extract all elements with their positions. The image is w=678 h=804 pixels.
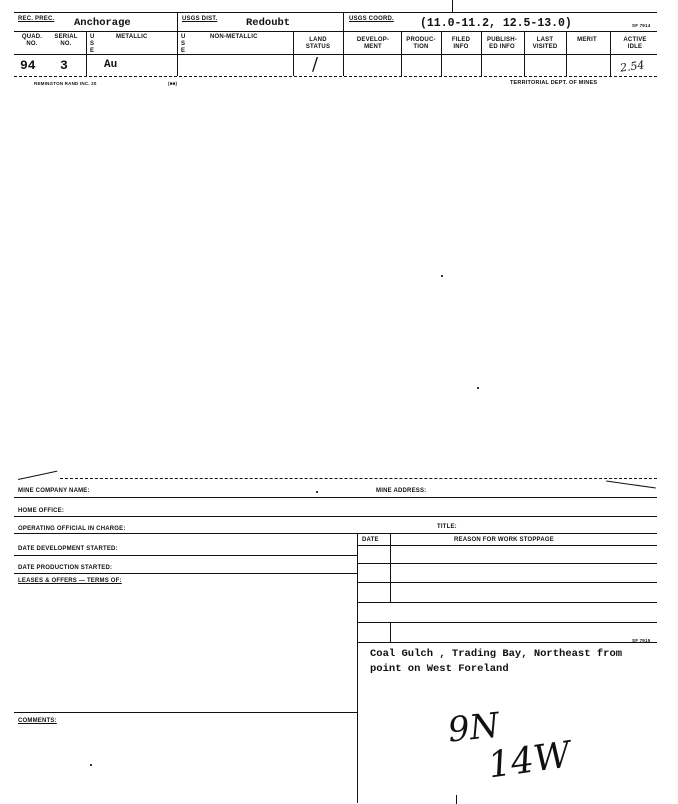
speck — [90, 764, 92, 766]
metallic-label: METALLIC — [116, 34, 148, 40]
title-label: TITLE: — [437, 524, 457, 530]
land-status-value: / — [312, 54, 319, 75]
active-idle-value: 2.54 — [619, 58, 646, 75]
handwritten-township: 9N — [446, 705, 502, 751]
footer-right: TERRITORIAL DEPT. OF MINES — [510, 80, 598, 86]
quad-no-value: 94 — [20, 58, 36, 73]
non-metallic-label: NON-METALLIC — [210, 34, 258, 40]
location-text-line-1: Coal Gulch , Trading Bay, Northeast from — [370, 648, 623, 660]
active-idle-label: ACTIVE IDLE — [623, 37, 647, 50]
published-info-label: PUBLISH-ED INFO — [487, 37, 517, 50]
home-office-label: HOME OFFICE: — [18, 508, 65, 514]
reason-column-label: REASON FOR WORK STOPPAGE — [454, 537, 554, 543]
date-production-label: DATE PRODUCTION STARTED: — [18, 565, 113, 571]
mine-address-label: MINE ADDRESS: — [376, 488, 427, 494]
merit-label: MERIT — [577, 37, 597, 43]
development-label: DEVELOP-MENT — [356, 37, 390, 50]
use-metallic-label: U S E — [90, 34, 95, 54]
rec-prec-value: Anchorage — [74, 17, 131, 29]
location-text-line-2: point on West Foreland — [370, 663, 509, 675]
speck — [477, 387, 479, 389]
handwritten-range: 14W — [485, 734, 574, 787]
usgs-dist-value: Redoubt — [246, 17, 291, 29]
quad-no-label: QUAD. NO. — [21, 34, 43, 47]
usgs-coord-label: USGS COORD. — [349, 16, 394, 22]
form-number-bottom: SF 7915 — [632, 638, 651, 643]
filed-info-label: FILED INFO — [451, 37, 471, 50]
serial-no-label: SERIAL NO. — [54, 34, 78, 47]
date-column-label: DATE — [362, 537, 379, 543]
use-nonmetallic-label: U S E — [181, 34, 186, 54]
footer-left: REMINGTON RAND INC. 20 — [34, 81, 97, 86]
usgs-coord-value: (11.0-11.2, 12.5-13.0) — [420, 17, 572, 30]
comments-label: COMMENTS: — [18, 718, 57, 724]
date-development-label: DATE DEVELOPMENT STARTED: — [18, 546, 118, 552]
corner-mark — [606, 481, 656, 489]
serial-no-value: 3 — [60, 58, 68, 73]
production-label: PRODUC-TION — [406, 37, 436, 50]
speck — [316, 491, 318, 493]
corner-mark — [18, 471, 59, 490]
usgs-dist-label: USGS DIST. — [182, 16, 218, 22]
mine-company-name-label: MINE COMPANY NAME: — [18, 488, 90, 494]
footer-mid: (■■) — [168, 81, 178, 86]
land-status-label: LAND STATUS — [305, 37, 331, 50]
operating-official-label: OPERATING OFFICIAL IN CHARGE: — [18, 526, 126, 532]
form-number: SF 7914 — [632, 23, 651, 28]
leases-label: LEASES & OFFERS — TERMS OF: — [18, 578, 122, 584]
speck — [441, 275, 443, 277]
metallic-value: Au — [104, 59, 118, 71]
last-visited-label: LAST VISITED — [532, 37, 558, 50]
rec-prec-label: REC. PREC. — [18, 16, 55, 22]
